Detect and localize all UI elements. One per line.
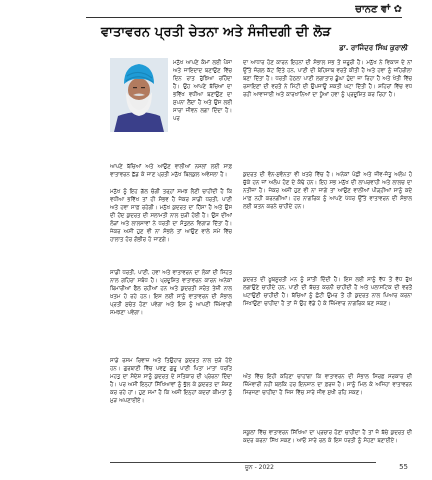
left-paragraph-1: ਆਪਣੇ ਬੱਚਿਆਂ ਅਤੇ ਆਉਣ ਵਾਲੀਆਂ ਨਸਲਾਂ ਲਈ ਸਾਫ਼ ਵਾਤਾਵਰਨ ਛੱਡ ਕੇ ਜਾਣ ਪ੍ਰਤੀ ਮਨੁੱਖ ਬਿਲਕੁਲ ਅਵੇਸਲਾ ਹੈ। (110, 164, 232, 179)
left-paragraph-2: ਮਨੁੱਖ ਨੂੰ ਇਹ ਗੱਲ ਚੰਗੀ ਤਰ੍ਹਾਂ ਸਮਝ ਲੈਣੀ ਚਾਹੀਦੀ ਹੈ ਕਿ ਵਧੀਆ ਭਵਿੱਖ ਤਾਂ ਹੀ ਸੰਭਵ ਹੈ ਜੇਕਰ ਸਾਡੀ ਧਰਤੀ, ਪਾਣੀ ਅਤੇ ਹਵਾ ਸਾਫ਼ ਰਹੇਗੀ। ਮਨੁੱਖ ਕੁਦਰਤ ਦਾ ਹਿੱਸਾ ਹੈ ਅਤੇ ਉਸ ਦੀ ਹੋਂਦ ਕੁਦਰਤ ਦੀ ਸਲਾਮਤੀ ਨਾਲ ਜੁੜੀ ਹੋਈ ਹੈ। ਉਸ ਦੀਆਂ ਲੋੜਾਂ ਅਤੇ ਲਾਲਸਾਵਾਂ ਨੇ ਧਰਤੀ ਦਾ ਸੰਤੁਲਨ ਵਿਗਾੜ ਦਿੱਤਾ ਹੈ। ਜੇਕਰ ਅਸੀਂ ਹੁਣ ਵੀ ਨਾ ਸੰਭਲੇ ਤਾਂ ਆਉਣ ਵਾਲੇ ਸਮੇਂ ਵਿੱਚ ਹਾਲਾਤ ਹੋਰ ਗੰਭੀਰ ਹੋ ਜਾਣਗੇ। (110, 189, 232, 244)
left-column-beside-photo: ਮਨੁੱਖ ਆਪਣੇ ਕੰਮਾਂ ਲਈ ਪੈਸਾ ਅਤੇ ਜਾਇਦਾਦ ਬਣਾਉਣ ਵਿੱਚ ਦਿਨ ਰਾਤ ਰੁੱਝਿਆ ਰਹਿੰਦਾ ਹੈ। ਉਹ ਆਪਣੇ ਬੱਚਿਆਂ ਦਾ ਭਵਿੱਖ ਵਧੀਆ ਬਣਾਉਣ ਦਾ ਸੁਪਨਾ ਲੈਂਦਾ ਹੈ ਅਤੇ ਉਸ ਲਈ ਸਾਰਾ ਜੀਵਨ ਲਗਾ ਦਿੰਦਾ ਹੈ। ਪਰ (173, 60, 232, 123)
author-photo (110, 58, 168, 132)
left-paragraph-4: ਸਾਡੇ ਰਸਮ ਰਿਵਾਜ਼ ਅਤੇ ਤਿਉਹਾਰ ਕੁਦਰਤ ਨਾਲ ਜੁੜੇ ਹੋਏ ਹਨ। ਗੁਰਬਾਣੀ ਵਿੱਚ ਪਵਣੁ ਗੁਰੂ ਪਾਣੀ ਪਿਤਾ ਮਾਤਾ ਧਰਤਿ ਮਹਤੁ ਦਾ ਸੰਦੇਸ਼ ਸਾਨੂੰ ਕੁਦਰਤ ਦੇ ਸਤਿਕਾਰ ਦੀ ਪ੍ਰੇਰਨਾ ਦਿੰਦਾ ਹੈ। ਪਰ ਅਸੀਂ ਇਨ੍ਹਾਂ ਸਿੱਖਿਆਵਾਂ ਨੂੰ ਭੁੱਲ ਕੇ ਕੁਦਰਤ ਦਾ ਸ਼ੋਸ਼ਣ ਕਰ ਰਹੇ ਹਾਂ। ਹੁਣ ਸਮਾਂ ਹੈ ਕਿ ਅਸੀਂ ਇਨ੍ਹਾਂ ਕਦਰਾਂ ਕੀਮਤਾਂ ਨੂੰ ਮੁੜ ਅਪਣਾਈਏ। (110, 358, 232, 405)
left-paragraph-3: ਸਾਡੀ ਧਰਤੀ, ਪਾਣੀ, ਹਵਾ ਅਤੇ ਵਾਤਾਵਰਨ ਦਾ ਲੋਕਾਂ ਦੀ ਸਿਹਤ ਨਾਲ ਗਹਿਰਾ ਸਬੰਧ ਹੈ। ਪ੍ਰਦੂਸ਼ਿਤ ਵਾਤਾਵਰਨ ਕਾਰਨ ਅਨੇਕਾਂ ਬਿਮਾਰੀਆਂ ਫੈਲ ਰਹੀਆਂ ਹਨ ਅਤੇ ਕੁਦਰਤੀ ਸਰੋਤ ਤੇਜ਼ੀ ਨਾਲ ਖ਼ਤਮ ਹੋ ਰਹੇ ਹਨ। ਇਸ ਲਈ ਸਾਨੂੰ ਵਾਤਾਵਰਨ ਦੀ ਸੰਭਾਲ ਪ੍ਰਤੀ ਸੁਚੇਤ ਹੋਣਾ ਪਵੇਗਾ ਅਤੇ ਇਸ ਨੂੰ ਆਪਣੀ ਜ਼ਿੰਮੇਵਾਰੀ ਸਮਝਣਾ ਪਵੇਗਾ। (110, 270, 232, 317)
author-portrait-image (110, 58, 168, 132)
footer-month: ਜੂਨ - 2022 (245, 464, 274, 471)
page-number: 55 (399, 463, 408, 471)
right-paragraph-2: ਕੁਦਰਤ ਦੀ ਵੰਨ-ਸੁਵੰਨਤਾ ਵੀ ਖ਼ਤਰੇ ਵਿੱਚ ਹੈ। ਅਨੇਕਾਂ ਪੰਛੀ ਅਤੇ ਜੀਵ-ਜੰਤੂ ਅਲੋਪ ਹੋ ਚੁੱਕੇ ਹਨ ਜਾਂ ਅਲੋਪ ਹੋਣ ਦੇ ਕੰਢੇ ਹਨ। ਇਹ ਸਭ ਮਨੁੱਖ ਦੀ ਲਾਪਰਵਾਹੀ ਅਤੇ ਲਾਲਚ ਦਾ ਨਤੀਜਾ ਹੈ। ਜੇਕਰ ਅਸੀਂ ਹੁਣ ਵੀ ਨਾ ਜਾਗੇ ਤਾਂ ਆਉਣ ਵਾਲੀਆਂ ਪੀੜ੍ਹੀਆਂ ਸਾਨੂੰ ਕਦੇ ਮਾਫ਼ ਨਹੀਂ ਕਰਨਗੀਆਂ। ਹਰ ਨਾਗਰਿਕ ਨੂੰ ਆਪਣੇ ਪੱਧਰ ਉੱਤੇ ਵਾਤਾਵਰਨ ਦੀ ਸੰਭਾਲ ਲਈ ਯਤਨ ਕਰਨੇ ਚਾਹੀਦੇ ਹਨ। (243, 172, 412, 211)
masthead-text: ਚਾਨਣ ਵਾਂ ✿ (355, 4, 402, 15)
right-paragraph-3: ਕੁਦਰਤ ਦੀ ਖ਼ੂਬਸੂਰਤੀ ਮਨ ਨੂੰ ਸ਼ਾਂਤੀ ਦਿੰਦੀ ਹੈ। ਇਸ ਲਈ ਸਾਨੂੰ ਵੱਧ ਤੋਂ ਵੱਧ ਰੁੱਖ ਲਗਾਉਣੇ ਚਾਹੀਦੇ ਹਨ, ਪਾਣੀ ਦੀ ਬੱਚਤ ਕਰਨੀ ਚਾਹੀਦੀ ਹੈ ਅਤੇ ਪਲਾਸਟਿਕ ਦੀ ਵਰਤੋਂ ਘਟਾਉਣੀ ਚਾਹੀਦੀ ਹੈ। ਬੱਚਿਆਂ ਨੂੰ ਛੋਟੀ ਉਮਰ ਤੋਂ ਹੀ ਕੁਦਰਤ ਨਾਲ ਪਿਆਰ ਕਰਨਾ ਸਿਖਾਉਣਾ ਚਾਹੀਦਾ ਹੈ ਤਾਂ ਜੋ ਉਹ ਵੱਡੇ ਹੋ ਕੇ ਜ਼ਿੰਮੇਵਾਰ ਨਾਗਰਿਕ ਬਣ ਸਕਣ। (243, 277, 412, 308)
article-title: ਵਾਤਾਵਰਨ ਪ੍ਰਤੀ ਚੇਤਨਾ ਅਤੇ ਸੰਜੀਦਗੀ ਦੀ ਲੋੜ (100, 25, 332, 40)
header-rule (86, 17, 402, 18)
article-author: ਡਾ. ਰਾਜਿੰਦਰ ਸਿੰਘ ਕੁਰਾਲੀ (339, 44, 408, 52)
right-paragraph-1: ਦਾ ਆਧਾਰ ਹੋਣ ਕਾਰਨ ਇਹਨਾਂ ਦੀ ਸੰਭਾਲ ਸਭ ਤੋਂ ਜ਼ਰੂਰੀ ਹੈ। ਮਨੁੱਖ ਨੇ ਵਿਕਾਸ ਦੇ ਨਾਂ ਉੱਤੇ ਜੰਗਲ ਕੱਟ ਦਿੱਤੇ ਹਨ, ਪਾਣੀ ਦੀ ਬੇਹਿਸਾਬ ਵਰਤੋਂ ਕੀਤੀ ਹੈ ਅਤੇ ਹਵਾ ਨੂੰ ਜ਼ਹਿਰੀਲਾ ਬਣਾ ਦਿੱਤਾ ਹੈ। ਧਰਤੀ ਹੇਠਲਾ ਪਾਣੀ ਲਗਾਤਾਰ ਡੂੰਘਾ ਹੁੰਦਾ ਜਾ ਰਿਹਾ ਹੈ ਅਤੇ ਖੇਤੀ ਵਿੱਚ ਰਸਾਇਣਾਂ ਦੀ ਵਰਤੋਂ ਨੇ ਮਿੱਟੀ ਦੀ ਉਪਜਾਊ ਸ਼ਕਤੀ ਘਟਾ ਦਿੱਤੀ ਹੈ। ਸ਼ਹਿਰਾਂ ਵਿੱਚ ਵਧ ਰਹੀ ਆਵਾਜਾਈ ਅਤੇ ਕਾਰਖਾਨਿਆਂ ਦਾ ਧੂੰਆਂ ਹਵਾ ਨੂੰ ਪ੍ਰਦੂਸ਼ਿਤ ਕਰ ਰਿਹਾ ਹੈ। (243, 60, 412, 99)
right-paragraph-5: ਸਕੂਲਾਂ ਵਿੱਚ ਵਾਤਾਵਰਨ ਸਿੱਖਿਆ ਦਾ ਪ੍ਰਚਾਰ ਹੋਣਾ ਚਾਹੀਦਾ ਹੈ ਤਾਂ ਜੋ ਬੱਚੇ ਕੁਦਰਤ ਦੀ ਕਦਰ ਕਰਨਾ ਸਿੱਖ ਸਕਣ। ਆਓ ਸਾਰੇ ਰਲ ਕੇ ਇਸ ਧਰਤੀ ਨੂੰ ਸੋਹਣਾ ਬਣਾਈਏ। (243, 430, 412, 445)
footer-rule (110, 462, 376, 463)
magazine-masthead (355, 4, 402, 15)
right-paragraph-4: ਅੰਤ ਵਿੱਚ ਇਹੀ ਕਹਿਣਾ ਚਾਹਾਂਗਾ ਕਿ ਵਾਤਾਵਰਨ ਦੀ ਸੰਭਾਲ ਸਿਰਫ਼ ਸਰਕਾਰ ਦੀ ਜ਼ਿੰਮੇਵਾਰੀ ਨਹੀਂ ਬਲਕਿ ਹਰ ਇਨਸਾਨ ਦਾ ਫ਼ਰਜ਼ ਹੈ। ਸਾਨੂੰ ਮਿਲ ਕੇ ਅਜਿਹਾ ਵਾਤਾਵਰਨ ਸਿਰਜਣਾ ਚਾਹੀਦਾ ਹੈ ਜਿਸ ਵਿੱਚ ਸਾਰੇ ਜੀਵ ਸੁਖੀ ਰਹਿ ਸਕਣ। (243, 374, 412, 397)
